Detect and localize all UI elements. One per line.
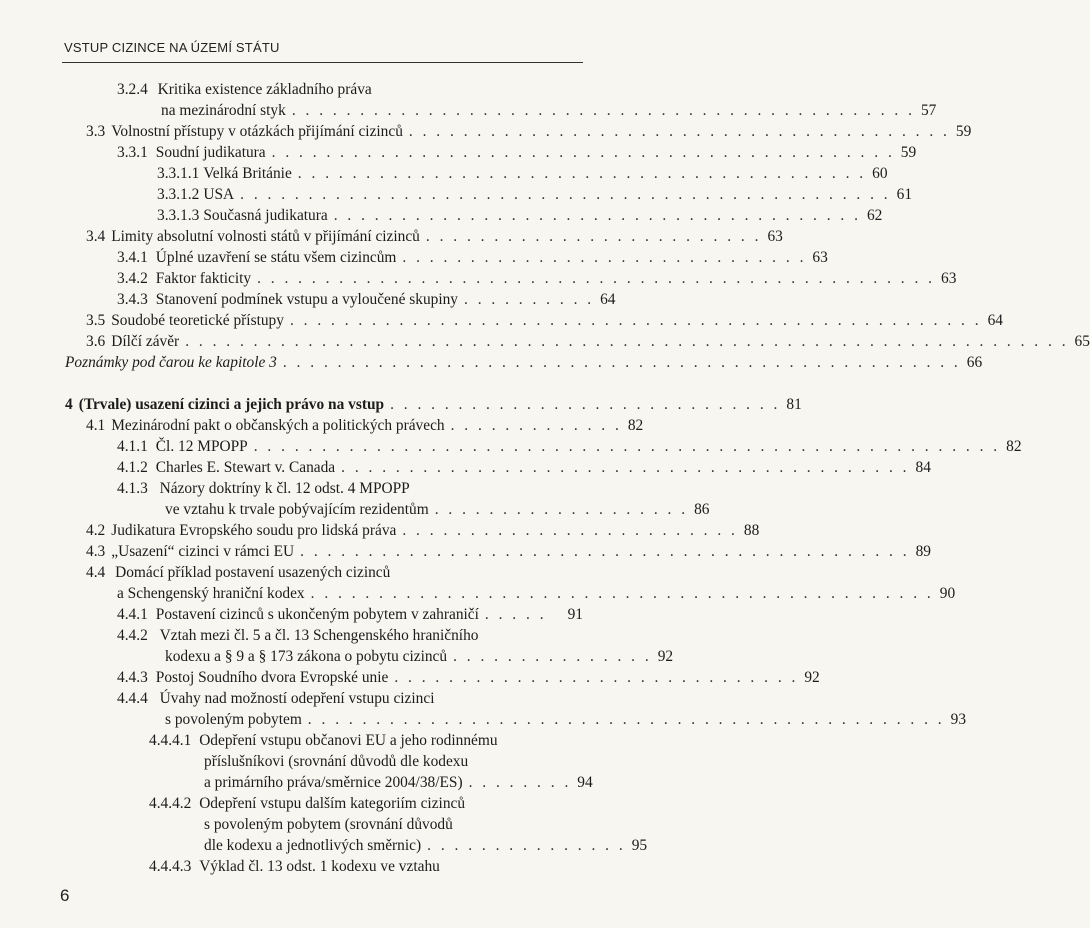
toc-entry[interactable]: 4.2 Judikatura Evropského soudu pro lidská práva . . . . . . . . . . . . . . . . . . . . . . . . . 88 [86, 522, 760, 539]
toc-entry[interactable]: příslušníkovi (srovnání důvodů dle kodexu [204, 753, 469, 770]
toc-entry[interactable]: 3.3 Volnostní přístupy v otázkách přijímání cizinců . . . . . . . . . . . . . . . . . . . . . . . . . . . . . . . . . . . . . . . . 59 [86, 123, 972, 140]
toc-entry[interactable]: dle kodexu a jednotlivých směrnic) . . . . . . . . . . . . . . . 95 [204, 837, 648, 854]
dot-leader: . . . . . . . . . . . . . . . . . . . . . . . . . . . . . . . . . . . . . . . . . . . . . . [271, 144, 895, 161]
page-ref: 64 [987, 312, 1003, 329]
toc-entry[interactable]: 3.3.1 Soudní judikatura . . . . . . . . . . . . . . . . . . . . . . . . . . . . . . . . . . . . . . . . . . . . . . 59 [117, 144, 917, 161]
dot-leader: . . . . . . . . . . . . . . . . . . . . . . . . . . . . . . . . . . . . . . . . . . [341, 459, 910, 476]
toc-entry[interactable]: 3.2.4 Kritika existence základního práva [117, 81, 372, 98]
toc-entry[interactable]: 4.1.1 Čl. 12 MPOPP . . . . . . . . . . . . . . . . . . . . . . . . . . . . . . . . . . . . . . . . . . . . . . . . . . . . . . . 82 [117, 438, 1022, 455]
dot-leader: . . . . . . . . . . . . . . . . . . . . . . . . . [402, 522, 738, 539]
toc-entry[interactable]: 3.4.3 Stanovení podmínek vstupu a vyloučené skupiny . . . . . . . . . . 64 [117, 291, 616, 308]
toc-entry[interactable]: 4.4.3 Postoj Soudního dvora Evropské unie . . . . . . . . . . . . . . . . . . . . . . . . . . . . . . 92 [117, 669, 820, 686]
running-head: VSTUP CIZINCE NA ÚZEMÍ STÁTU [64, 40, 280, 55]
dot-leader: . . . . . . . . . . . . . [450, 417, 622, 434]
dot-leader: . . . . . . . . . . . . . . . [453, 648, 652, 665]
toc-entry[interactable]: ve vztahu k trvale pobývajícím rezidentům . . . . . . . . . . . . . . . . . . . 86 [165, 501, 710, 518]
toc-entry[interactable]: 3.3.1.2 USA . . . . . . . . . . . . . . . . . . . . . . . . . . . . . . . . . . . . . . . . . . . . . . . . 61 [157, 186, 913, 203]
dot-leader: . . . . . . . . . . . . . . . . . . . . . . . . . . . . . . [402, 249, 807, 266]
toc-entry[interactable]: 4.4.4.2 Odepření vstupu dalším kategoriím cizinců [149, 795, 466, 812]
dot-leader: . . . . . . . . . . . . . . . . . . . . . . . . . . . . . . . . . . . . . . . [333, 207, 861, 224]
toc-entry[interactable]: 4.1.2 Charles E. Stewart v. Canada . . . . . . . . . . . . . . . . . . . . . . . . . . . . . . . . . . . . . . . . . . 84 [117, 459, 931, 476]
toc-entry[interactable]: 3.4 Limity absolutní volnosti států v přijímání cizinců . . . . . . . . . . . . . . . . . . . . . . . . . 63 [86, 228, 783, 245]
toc-entry[interactable]: na mezinárodní styk . . . . . . . . . . . . . . . . . . . . . . . . . . . . . . . . . . . . . . . . . . . . . . 57 [161, 102, 937, 119]
page-ref: 59 [900, 144, 917, 161]
page-ref: 61 [896, 186, 913, 203]
dot-leader: . . . . . . . . . . . . . . . . . . . . . . . . . . . . . . . . . . . . . . . . . . . . . . [310, 585, 934, 602]
page-ref: 86 [694, 501, 710, 518]
page-ref: 60 [872, 165, 888, 182]
dot-leader: . . . . . . . . . . . . . . . . . . . . . . . . . . . . . . . . . . . . . . . . . . . . . . . . . . . . . . . [253, 438, 1001, 455]
page-ref: 66 [966, 354, 983, 371]
page-ref: 95 [631, 837, 648, 854]
dot-leader: . . . . . [484, 606, 547, 623]
page-ref: 94 [577, 774, 593, 791]
toc-entry[interactable]: 4.4 Domácí příklad postavení usazených cizinců [86, 564, 391, 581]
toc-entry[interactable]: 4.1 Mezinárodní pakt o občanských a politických právech . . . . . . . . . . . . . 82 [86, 417, 644, 434]
dot-leader: . . . . . . . . . . . . . . . . . . . . . . . . . . . . . . . . . . . . . . . . . . . . . . . . [240, 186, 891, 203]
page-ref: 81 [786, 396, 802, 413]
toc-entry[interactable]: s povoleným pobytem (srovnání důvodů [204, 816, 453, 833]
dot-leader: . . . . . . . . . . [464, 291, 595, 308]
dot-leader: . . . . . . . . . . . . . . . . . . . . . . . . . . . . . . . . . . . . . . . . . . [297, 165, 867, 182]
page-ref: 57 [920, 102, 937, 119]
toc-entry[interactable]: 3.4.2 Faktor fakticity . . . . . . . . . . . . . . . . . . . . . . . . . . . . . . . . . . . . . . . . . . . . . . . . . . 63 [117, 270, 957, 287]
toc-entry-notes[interactable]: Poznámky pod čarou ke kapitole 3 . . . . . . . . . . . . . . . . . . . . . . . . . . . . . . . . . . . . . . . . . . . . . . . . . . 66 [65, 354, 983, 371]
toc-entry[interactable]: 4.4.1 Postavení cizinců s ukončeným pobytem v zahraničí . . . . . 91 [117, 606, 583, 623]
page-ref: 63 [767, 228, 783, 245]
toc-entry[interactable]: 3.3.1.3 Současná judikatura . . . . . . . . . . . . . . . . . . . . . . . . . . . . . . . . . . . . . . . 62 [157, 207, 883, 224]
page-ref: 89 [915, 543, 931, 560]
page-ref: 92 [804, 669, 820, 686]
toc-entry[interactable]: 4.4.2 Vztah mezi čl. 5 a čl. 13 Schengenského hraničního [117, 627, 479, 644]
toc-entry[interactable]: 4.4.4.1 Odepření vstupu občanovi EU a jeho rodinnému [149, 732, 498, 749]
toc-entry[interactable]: kodexu a § 9 a § 173 zákona o pobytu cizinců . . . . . . . . . . . . . . . 92 [165, 648, 674, 665]
dot-leader: . . . . . . . . [468, 774, 572, 791]
page-number: 6 [60, 886, 70, 905]
page-ref: 88 [743, 522, 760, 539]
dot-leader: . . . . . . . . . . . . . . . . . . . . . . . . . [425, 228, 762, 245]
dot-leader: . . . . . . . . . . . . . . . . . . . . . . . . . . . . . . . . . . . . . . . . . . . . . . . [307, 711, 945, 728]
page-ref: 82 [1006, 438, 1022, 455]
page-ref: 65 [1074, 333, 1090, 350]
toc-entry[interactable]: 3.5 Soudobé teoretické přístupy . . . . . . . . . . . . . . . . . . . . . . . . . . . . . . . . . . . . . . . . . . . . . . . . . . . 64 [86, 312, 1003, 329]
toc-entry[interactable]: 4.4.4.3 Výklad čl. 13 odst. 1 kodexu ve vztahu [149, 858, 440, 875]
page-ref: 93 [950, 711, 967, 728]
toc-entry[interactable]: 4.1.3 Názory doktríny k čl. 12 odst. 4 MPOPP [117, 480, 410, 497]
toc-entry[interactable]: 3.6 Dílčí závěr . . . . . . . . . . . . . . . . . . . . . . . . . . . . . . . . . . . . . . . . . . . . . . . . . . . . . . . . . . . . . . . . . 65 [86, 333, 1090, 350]
toc-entry[interactable]: 3.4.1 Úplné uzavření se státu všem cizincům . . . . . . . . . . . . . . . . . . . . . . . . . . . . . . 63 [117, 249, 828, 266]
page-ref: 82 [627, 417, 644, 434]
toc-entry[interactable]: s povoleným pobytem . . . . . . . . . . . . . . . . . . . . . . . . . . . . . . . . . . . . . . . . . . . . . . . 93 [165, 711, 967, 728]
toc-entry[interactable]: 3.3.1.1 Velká Británie . . . . . . . . . . . . . . . . . . . . . . . . . . . . . . . . . . . . . . . . . . 60 [157, 165, 888, 182]
page-ref: 59 [955, 123, 972, 140]
page-ref: 63 [812, 249, 828, 266]
dot-leader: . . . . . . . . . . . . . . . [427, 837, 626, 854]
page-ref: 63 [941, 270, 957, 287]
toc-entry[interactable]: a primárního práva/směrnice 2004/38/ES) . . . . . . . . 94 [204, 774, 593, 791]
toc-entry[interactable]: 4.4.4 Úvahy nad možností odepření vstupu cizinci [117, 690, 435, 707]
toc-chapter-heading[interactable]: 4 (Trvale) usazení cizinci a jejich právo na vstup . . . . . . . . . . . . . . . . . . . . . . . . . . . . . 81 [65, 396, 802, 413]
page-ref: 64 [600, 291, 616, 308]
toc-entry[interactable]: 4.3 „Usazení“ cizinci v rámci EU . . . . . . . . . . . . . . . . . . . . . . . . . . . . . . . . . . . . . . . . . . . . . 89 [86, 543, 931, 560]
dot-leader: . . . . . . . . . . . . . . . . . . . . . . . . . . . . . . . . . . . . . . . . [408, 123, 950, 140]
page-ref: 84 [915, 459, 931, 476]
dot-leader: . . . . . . . . . . . . . . . . . . . . . . . . . . . . . . . . . . . . . . . . . . . . . [300, 543, 910, 560]
dot-leader: . . . . . . . . . . . . . . . . . . . . . . . . . . . . . . . . . . . . . . . . . . . . . . . . . . . [289, 312, 982, 329]
dot-leader: . . . . . . . . . . . . . . . . . . . . . . . . . . . . . [390, 396, 781, 413]
dot-leader: . . . . . . . . . . . . . . . . . . . . . . . . . . . . . . . . . . . . . . . . . . . . . . [291, 102, 915, 119]
page-ref: 92 [657, 648, 674, 665]
page-ref: 62 [866, 207, 883, 224]
dot-leader: . . . . . . . . . . . . . . . . . . . . . . . . . . . . . . . . . . . . . . . . . . . . . . . . . . . . . . . . . . . . . . . . . [185, 333, 1069, 350]
page-ref: 90 [939, 585, 956, 602]
page-ref: 91 [567, 606, 583, 623]
dot-leader: . . . . . . . . . . . . . . . . . . . . . . . . . . . . . . [394, 669, 799, 686]
dot-leader: . . . . . . . . . . . . . . . . . . . [434, 501, 689, 518]
toc-entry[interactable]: a Schengenský hraniční kodex . . . . . . . . . . . . . . . . . . . . . . . . . . . . . . . . . . . . . . . . . . . . . . 90 [117, 585, 956, 602]
dot-leader: . . . . . . . . . . . . . . . . . . . . . . . . . . . . . . . . . . . . . . . . . . . . . . . . . . [282, 354, 961, 371]
dot-leader: . . . . . . . . . . . . . . . . . . . . . . . . . . . . . . . . . . . . . . . . . . . . . . . . . . [257, 270, 936, 287]
